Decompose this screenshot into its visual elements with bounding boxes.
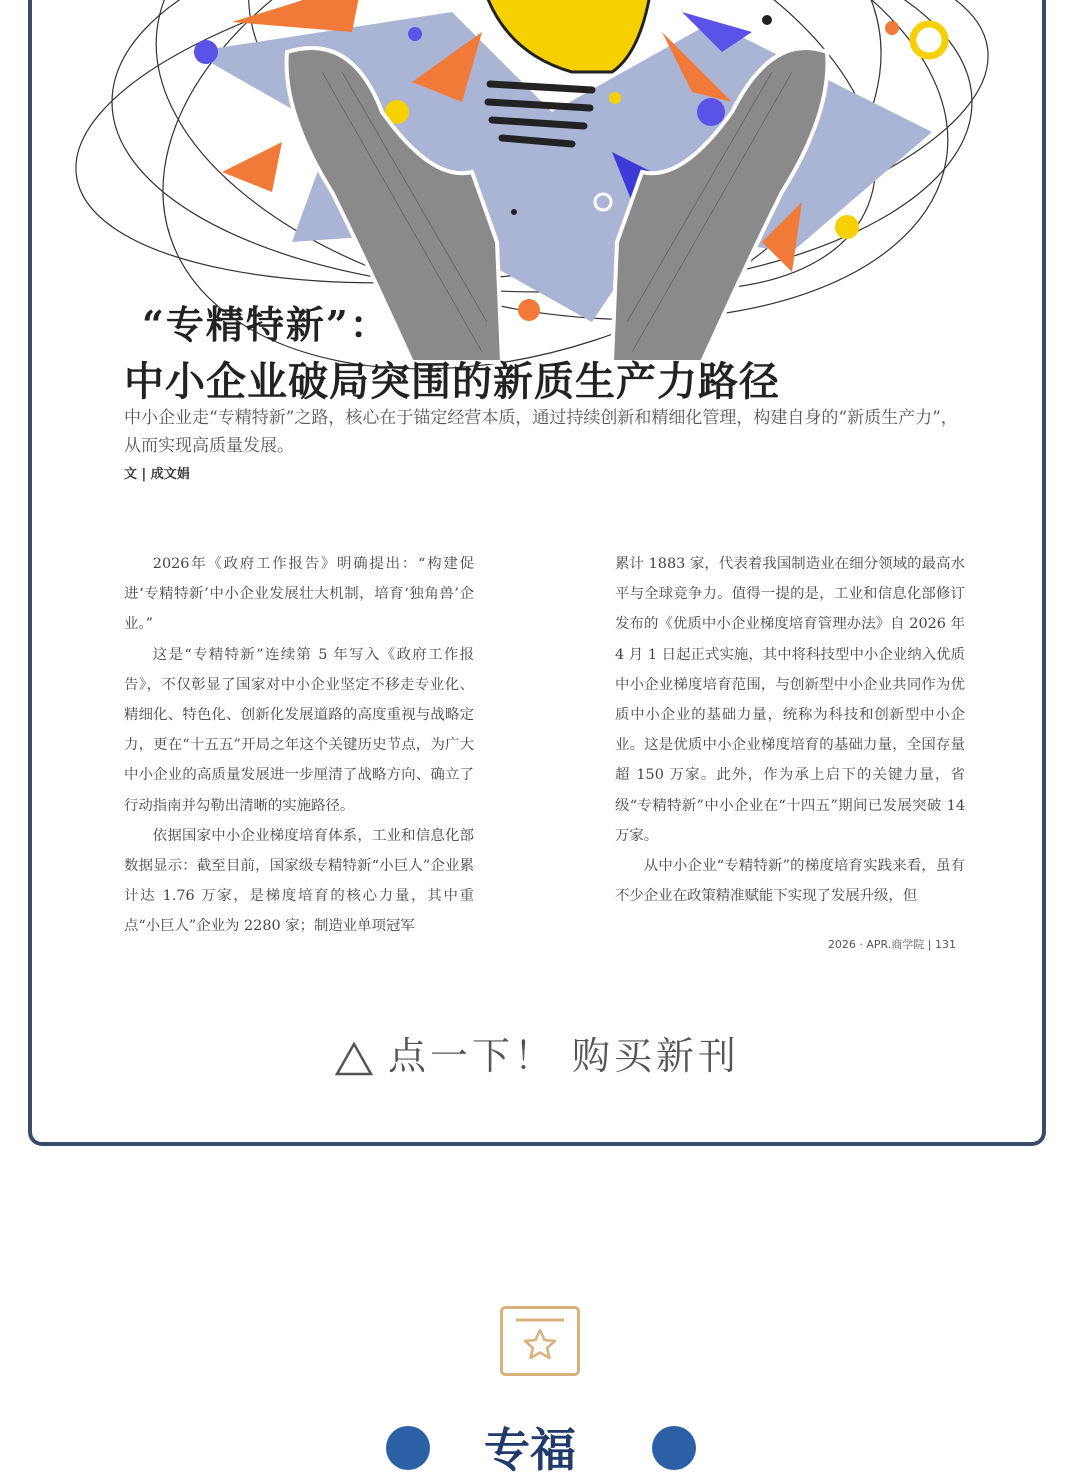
buy-button-label: 点一下！ 购买新刊 xyxy=(387,1034,741,1078)
article-column-right xyxy=(615,549,965,911)
paragraph: 2026年《政府工作报告》明确提出：“构建促进‘专精特新’中小企业发展壮大机制，培育‘独角兽’企业。” xyxy=(124,556,474,633)
buy-new-issue-button[interactable] xyxy=(32,1025,1042,1080)
paragraph: 累计 1883 家，代表着我国制造业在细分领域的最高水平与全球竞争力。值得一提的是，工业和信息化部修订发布的《优质中小企业梯度培育管理办法》自 2026 年 4 月 1 日起正式实施，其中将科技型中小企业纳入优质中小企业梯度培育范围，与创新型中小企业共同作为优质中小企业的基础力量，统称为科技和创新型中小企业。这是优质中小企业梯度培育的基础力量，全国存量超 150 万家。此外，作为承上启下的关键力量，省级“专精特新”中小企业在“十四五”期间已发展突破 14 万家。 xyxy=(615,556,965,844)
article-title-line2: 中小企业破局突围的新质生产力路径 xyxy=(124,358,780,405)
triangle-icon xyxy=(334,1041,374,1077)
article-column-left xyxy=(124,549,474,942)
article-card xyxy=(28,0,1046,1146)
paragraph: 依据国家中小企业梯度培育体系，工业和信息化部数据显示：截至目前，国家级专精特新“小巨人”企业累计达 1.76 万家，是梯度培育的核心力量，其中重点“小巨人”企业为 2280 家；制造业单项冠军 xyxy=(124,827,474,935)
article-lede: 中小企业走“专精特新”之路，核心在于锚定经营本质，通过持续创新和精细化管理，构建自身的“新质生产力”，从而实现高质量发展。 xyxy=(124,408,958,456)
paragraph: 从中小企业“专精特新”的梯度培育实践来看，虽有不少企业在政策精准赋能下实现了发展升级，但 xyxy=(615,858,965,905)
bullet-dot-icon xyxy=(652,1426,696,1470)
star-card-icon xyxy=(500,1306,580,1376)
bullet-dot-icon xyxy=(386,1426,430,1470)
article-title-line1: “专精特新”： xyxy=(142,302,390,347)
section-header-label: 专福 xyxy=(484,1423,576,1477)
page-folio: 2026 · APR.商学院 | 131 xyxy=(827,938,956,951)
section-header xyxy=(0,1398,1080,1477)
article-byline: 文 | 成文娟 xyxy=(124,467,190,482)
paragraph: 这是“专精特新”连续第 5 年写入《政府工作报告》，不仅彰显了国家对中小企业坚定不移走专业化、精细化、特色化、创新化发展道路的高度重视与战略定力，更在“十五五”开局之年这个关键历史节点，为广大中小企业的高质量发展进一步厘清了战略方向、确立了行动指南并勾勒出清晰的实施路径。 xyxy=(124,646,474,814)
